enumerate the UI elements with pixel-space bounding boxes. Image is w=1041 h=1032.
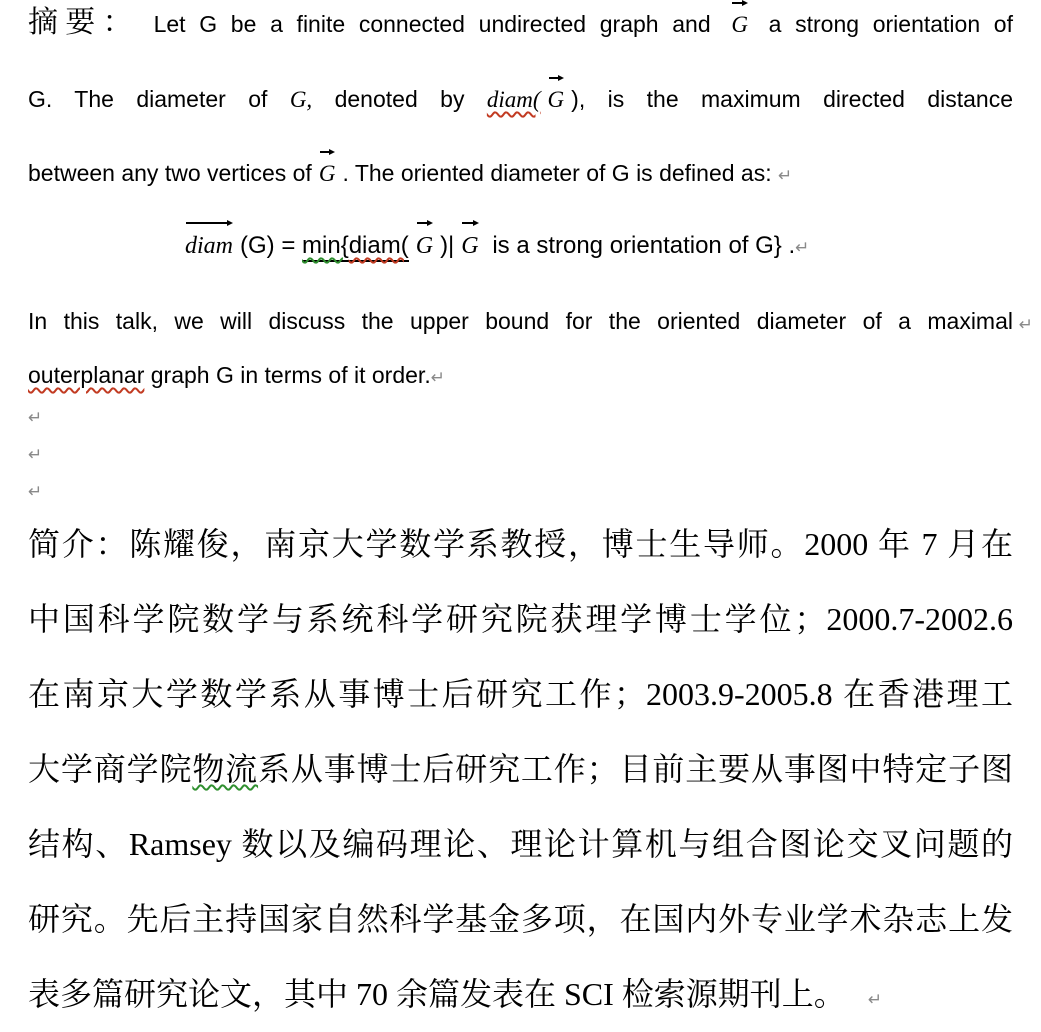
empty-paragraph-1	[28, 408, 1013, 428]
abstract-label: 摘要：	[28, 6, 140, 39]
return-mark: ↵	[867, 990, 883, 1010]
empty-paragraph-3	[28, 482, 1013, 502]
vector-g-letter: G	[731, 12, 748, 37]
return-mark: ↵	[430, 368, 445, 388]
return-mark: ↵	[778, 166, 793, 186]
vector-arrow-icon	[186, 222, 231, 224]
bio-text: 表多篇研究论文，其中 70 余篇发表在 SCI 检索源期刊上。	[28, 976, 846, 1012]
vector-diam	[185, 230, 233, 262]
vector-arrow-icon	[417, 222, 431, 224]
abstract-text: denoted by	[312, 86, 487, 112]
vector-g-letter: G	[415, 233, 434, 259]
bio-line-6	[28, 897, 1013, 941]
diam-term-misspelled: diam(	[486, 87, 541, 112]
bio-line-7	[28, 972, 1013, 1022]
abstract-text: ), is the maximum directed distance	[571, 86, 1013, 112]
vector-arrow-icon	[320, 151, 334, 153]
bio-text: 简介：陈耀俊，南京大学数学系教授，博士生导师。2000 年 7 月在	[28, 526, 1013, 562]
bio-line-3	[28, 672, 1013, 716]
abstract-text: between any two vertices of	[28, 160, 312, 186]
bio-text: 中国科学院数学与系统科学研究院获理学博士学位；2000.7-2002.6	[28, 601, 1013, 637]
bio-line-4	[28, 747, 1013, 791]
return-mark: ↵	[28, 445, 43, 465]
return-mark: ↵	[28, 482, 43, 502]
vector-diam-word: diam	[185, 233, 233, 259]
vector-arrow-icon	[732, 2, 746, 4]
return-mark: ↵	[795, 238, 810, 258]
formula-diam-spell-flag: diam(	[349, 232, 409, 262]
abstract-line-2	[28, 84, 1013, 115]
vector-g-letter: G	[547, 87, 565, 112]
abstract-text: a strong orientation of	[768, 11, 1013, 37]
bio-text: 在南京大学数学系从事博士后研究工作；2003.9-2005.8 在香港理工	[28, 676, 1013, 712]
vector-g	[319, 159, 336, 189]
formula-line	[185, 230, 809, 264]
abstract-text: G. The diameter of	[28, 86, 290, 112]
bio-line-1	[28, 522, 1013, 566]
abstract-line-1	[28, 8, 1013, 40]
talk-line-1	[28, 306, 1033, 336]
abstract-text: Let G be a finite connected undirected graph and	[139, 11, 711, 37]
formula-text: (G) =	[240, 232, 303, 259]
formula-min-grammar-flag: min{	[302, 232, 349, 262]
vector-g	[416, 230, 433, 262]
abstract-text: . The oriented diameter of G is defined as:	[342, 160, 772, 186]
vector-g	[461, 230, 478, 262]
bio-text: 系从事博士后研究工作；目前主要从事图中特定子图	[258, 751, 1013, 787]
bio-text: 结构、Ramsey 数以及编码理论、理论计算机与组合图论交叉问题的	[28, 826, 1013, 862]
bio-line-2	[28, 597, 1013, 641]
wuliu-grammar-flag: 物流	[192, 751, 259, 787]
return-mark: ↵	[1018, 315, 1033, 335]
vector-g	[548, 85, 565, 115]
vector-g-letter: G	[318, 161, 336, 186]
vector-g-letter: G	[461, 233, 479, 259]
return-mark: ↵	[28, 408, 43, 428]
math-g: G,	[289, 87, 313, 112]
bio-line-5	[28, 822, 1013, 866]
talk-line-2	[28, 360, 1013, 393]
talk-text: In this talk, we will discuss the upper bound for the oriented diameter of a maximal	[28, 308, 1013, 334]
outerplanar-misspelled: outerplanar	[28, 362, 145, 388]
talk-text: graph G in terms of it order.	[144, 362, 431, 388]
bio-text: 大学商学院	[28, 751, 193, 787]
vector-arrow-icon	[549, 77, 563, 79]
vector-arrow-icon	[462, 222, 476, 224]
abstract-line-3	[28, 158, 1013, 191]
vector-g	[731, 10, 748, 40]
formula-text: )|	[440, 232, 455, 259]
empty-paragraph-2	[28, 445, 1013, 465]
formula-text: is a strong orientation of G} .	[492, 232, 796, 259]
bio-text: 研究。先后主持国家自然科学基金多项，在国内外专业学术杂志上发	[28, 901, 1013, 937]
